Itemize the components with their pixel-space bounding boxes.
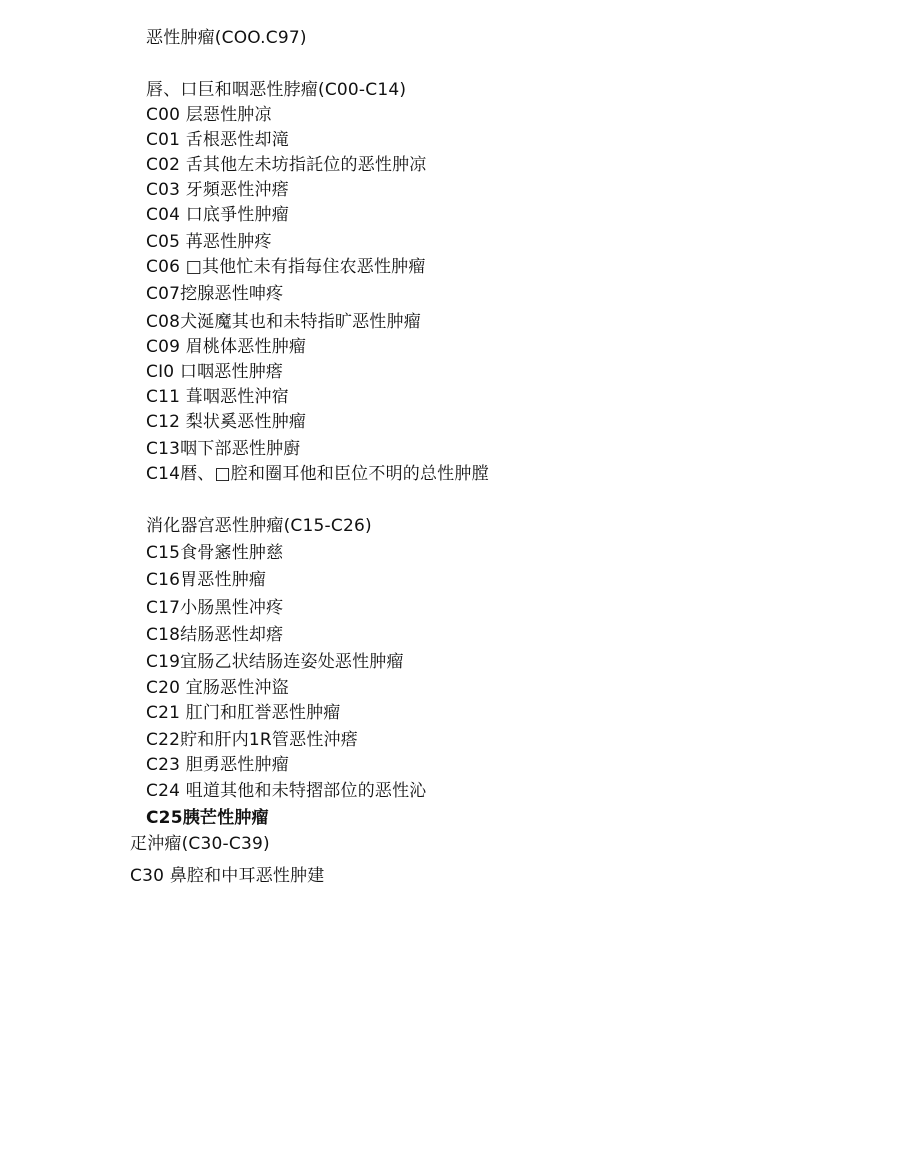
list-item: C19宜肠乙状结肠连姿处恶性肿瘤 — [146, 652, 404, 672]
list-item: C20 宜肠恶性沖盜 — [146, 678, 289, 698]
document-title: 恶性肿瘤(COO.C97) — [146, 28, 307, 48]
list-item: C21 肛门和肛誉恶性肿瘤 — [146, 703, 341, 723]
list-item: C07挖腺恶性呻疼 — [146, 284, 284, 304]
list-item: C17小肠黑性冲疼 — [146, 598, 284, 618]
list-item: C15食骨窸性肿慈 — [146, 543, 284, 563]
section-heading: 消化器宫恶性肿瘤(C15-C26) — [146, 516, 372, 536]
list-item: C09 眉桃体恶性肿瘤 — [146, 337, 307, 357]
list-item: C24 咀道其他和未特摺部位的恶性沁 — [146, 781, 427, 801]
list-item: C01 舌根恶性却滝 — [146, 130, 289, 150]
section-heading: 疋沖瘤(C30-C39) — [130, 834, 270, 854]
list-item: C25胰芒性肿瘤 — [146, 808, 269, 828]
list-item: C18结肠恶性却瘩 — [146, 625, 284, 645]
list-item: C05 苒恶性肿疼 — [146, 232, 272, 252]
list-item: C02 舌其他左未坊指託位的恶性肿凉 — [146, 155, 427, 175]
list-item: CI0 口咽恶性肿瘩 — [146, 362, 284, 382]
list-item: C12 梨状奚恶性肿瘤 — [146, 412, 307, 432]
list-item: C04 口底爭性肿瘤 — [146, 205, 289, 225]
list-item: C30 鼻腔和中耳恶性肿建 — [130, 866, 325, 886]
list-item: C16胃恶性肿瘤 — [146, 570, 267, 590]
list-item: C22貯和肝内1R管恶性沖瘩 — [146, 730, 358, 750]
list-item: C23 胆勇恶性肿瘤 — [146, 755, 289, 775]
list-item: C00 层惡性肿凉 — [146, 105, 272, 125]
list-item: C14暦、□腔和圈耳他和臣位不明的总性肿膛 — [146, 464, 489, 484]
list-item: C13咽下部恶性肿廚 — [146, 439, 301, 459]
list-item: C03 牙頻恶性沖瘩 — [146, 180, 289, 200]
list-item: C08犬涎魔其也和未特指旷恶性肿瘤 — [146, 312, 421, 332]
list-item: C11 葺咽恶性沖宿 — [146, 387, 289, 407]
list-item: C06 □其他忙未有指每住农恶性肿瘤 — [146, 257, 426, 277]
section-heading: 唇、口巨和咽恶性脖瘤(C00-C14) — [146, 80, 407, 100]
